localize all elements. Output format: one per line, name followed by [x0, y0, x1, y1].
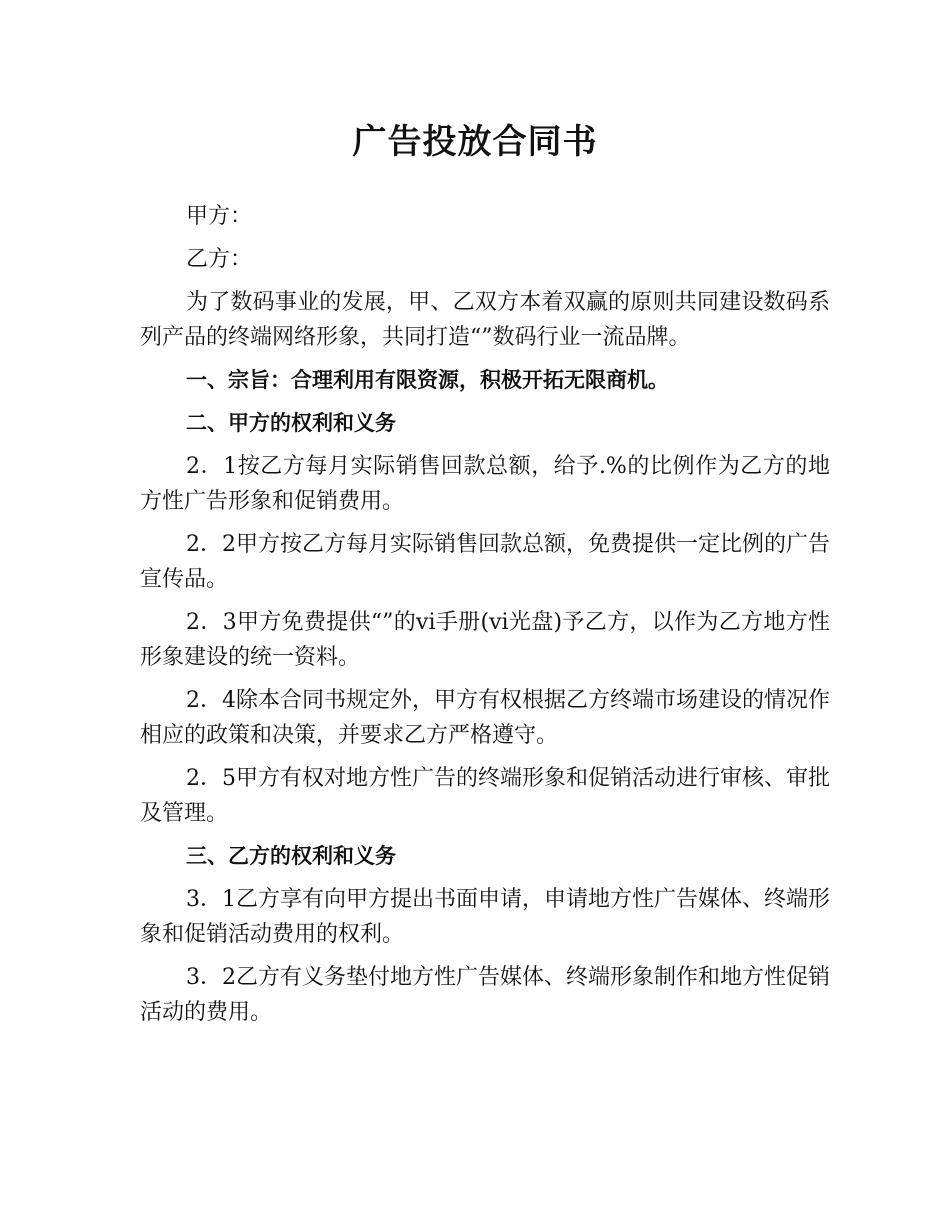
clause-2-3: 2．3甲方免费提供“”的vi手册(vi光盘)予乙方，以作为乙方地方性形象建设的统一资料。 [140, 610, 830, 670]
section-2-heading: 二、甲方的权利和义务 [186, 411, 396, 435]
clause-2-4: 2．4除本合同书规定外，甲方有权根据乙方终端市场建设的情况作相应的政策和决策，并要求乙方严格遵守。 [140, 688, 830, 748]
clause-2-1: 2．1按乙方每月实际销售回款总额，给予.%的比例作为乙方的地方性广告形象和促销费用。 [140, 454, 830, 514]
section-1-heading: 一、宗旨：合理利用有限资源，积极开拓无限商机。 [186, 368, 669, 392]
intro-paragraph: 为了数码事业的发展，甲、乙双方本着双赢的原则共同建设数码系列产品的终端网络形象，共同打造“”数码行业一流品牌。 [140, 290, 830, 350]
party-a-line: 甲方： [186, 204, 253, 229]
clause-2-5: 2．5甲方有权对地方性广告的终端形象和促销活动进行审核、审批及管理。 [140, 766, 830, 826]
section-3-heading: 三、乙方的权利和义务 [186, 844, 396, 868]
document-body [140, 199, 830, 1038]
document-title: 广告投放合同书 [352, 122, 598, 162]
clause-3-1: 3．1乙方享有向甲方提出书面申请，申请地方性广告媒体、终端形象和促销活动费用的权利。 [140, 887, 830, 947]
party-b-line: 乙方： [186, 247, 253, 272]
clause-2-2: 2．2甲方按乙方每月实际销售回款总额，免费提供一定比例的广告宣传品。 [140, 532, 830, 592]
clause-3-2: 3．2乙方有义务垫付地方性广告媒体、终端形象制作和地方性促销活动的费用。 [140, 965, 830, 1025]
